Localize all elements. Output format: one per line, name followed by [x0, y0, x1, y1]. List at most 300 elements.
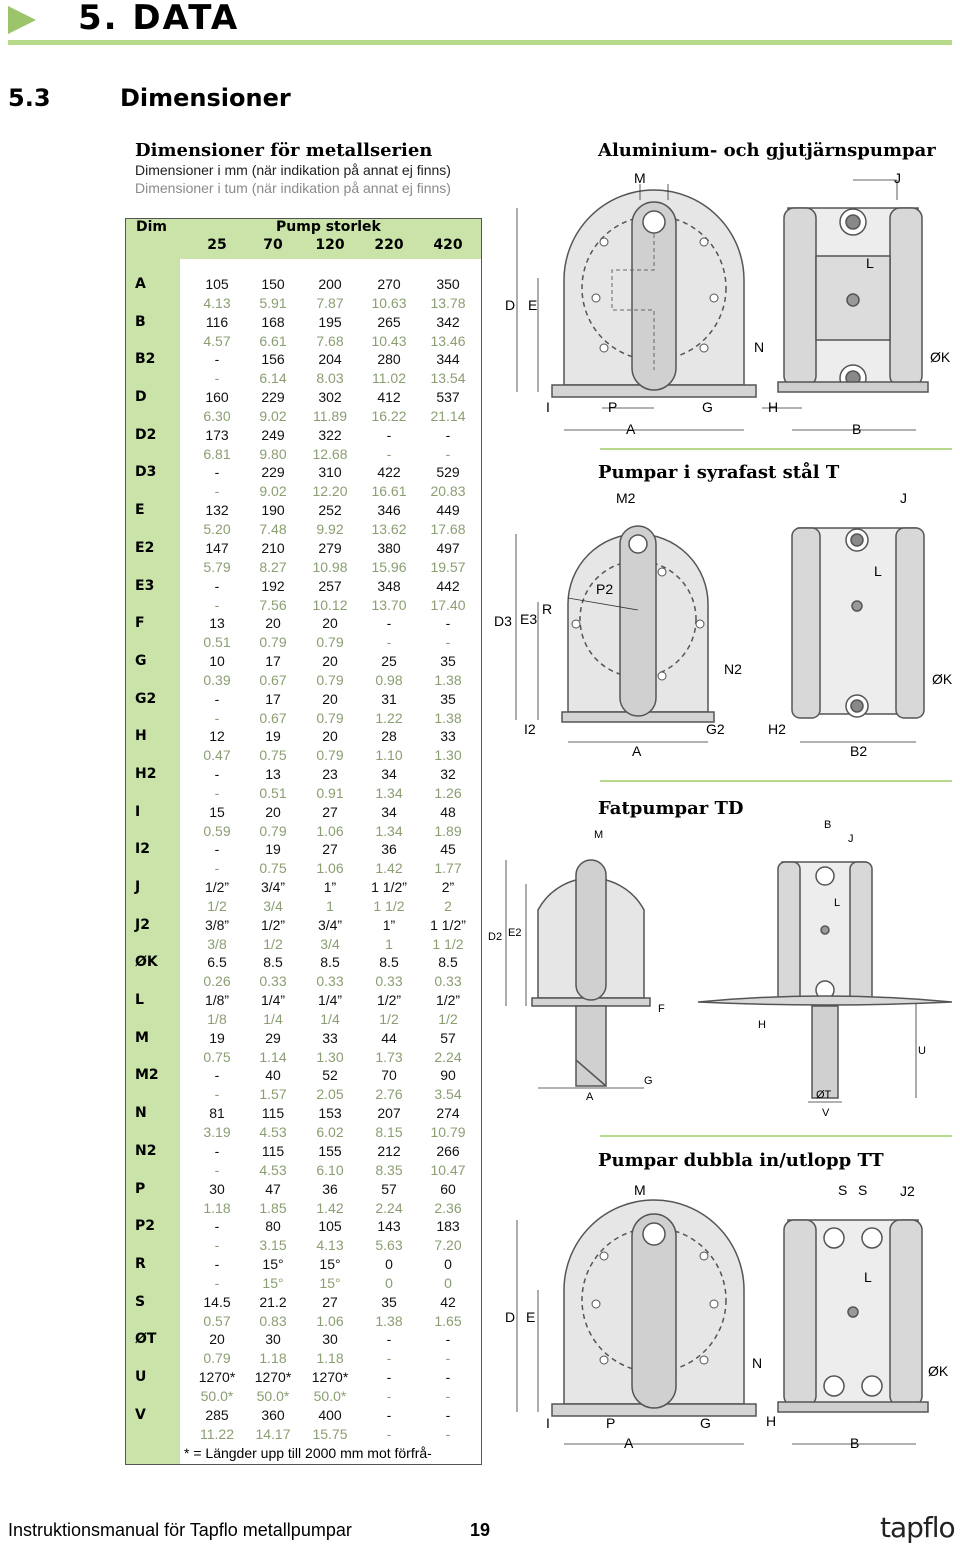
- table-row: [126, 653, 481, 691]
- value-mm: 173: [205, 426, 229, 443]
- value-inch: -: [386, 1387, 392, 1404]
- value-inch: 1.42: [316, 1199, 344, 1216]
- value-mm: -: [445, 1368, 451, 1385]
- value-mm: 270: [377, 276, 401, 292]
- dim-label: J: [135, 879, 141, 895]
- value-mm: 35: [440, 690, 456, 707]
- value-inch: 1.18: [259, 1350, 287, 1367]
- value-inch: 1.89: [434, 822, 462, 839]
- value-mm: 190: [261, 502, 285, 519]
- label-M2: M2: [616, 490, 636, 506]
- value-mm: 1/2”: [376, 992, 402, 1009]
- label-G2: G2: [706, 721, 725, 737]
- label-A: A: [632, 743, 642, 759]
- value-mm: 249: [261, 426, 285, 443]
- value-mm: 27: [322, 841, 338, 858]
- value-inch: 1.85: [259, 1199, 287, 1216]
- intro-title: Dimensioner för metallserien: [135, 140, 433, 161]
- value-mm: 3/4”: [317, 916, 343, 933]
- value-mm: 274: [436, 1105, 460, 1122]
- value-inch: 1.57: [259, 1086, 287, 1103]
- section-name: Dimensioner: [120, 84, 291, 112]
- value-inch: 1 1/2: [373, 898, 405, 914]
- value-inch: 1.30: [316, 1048, 344, 1065]
- label-E3: E3: [520, 611, 538, 627]
- chapter-title: 5. DATA: [78, 0, 240, 38]
- table-row: [126, 1181, 481, 1219]
- dim-label: E3: [135, 577, 155, 594]
- value-mm: 20: [322, 690, 338, 707]
- value-inch: 0.79: [316, 671, 344, 688]
- table-row: [126, 1030, 481, 1068]
- dim-label: P: [135, 1180, 146, 1197]
- value-mm: 207: [377, 1105, 401, 1122]
- value-mm: -: [445, 615, 451, 632]
- value-inch: 13.62: [371, 521, 407, 538]
- table-row: [126, 1143, 481, 1181]
- value-inch: 0.75: [259, 860, 287, 877]
- value-mm: 36: [322, 1180, 338, 1197]
- header-rule: [8, 40, 952, 45]
- value-mm: 442: [436, 577, 460, 594]
- table-header: [126, 219, 481, 259]
- value-mm: 1270*: [198, 1368, 236, 1385]
- table-row: [126, 879, 481, 917]
- value-inch: 2.24: [375, 1199, 403, 1216]
- value-mm: 34: [381, 765, 397, 782]
- table-row: [126, 578, 481, 616]
- label-A: A: [624, 1435, 634, 1451]
- value-inch: 8.35: [375, 1161, 403, 1178]
- label-D2: D2: [488, 931, 503, 943]
- label-U: U: [918, 1045, 926, 1057]
- value-mm: 0: [385, 1255, 393, 1272]
- value-mm: 153: [318, 1105, 342, 1122]
- value-inch: 8.03: [316, 370, 344, 387]
- label-G: G: [702, 399, 713, 415]
- table-row: [126, 841, 481, 879]
- value-inch: 15°: [319, 1274, 341, 1291]
- value-inch: 50.0*: [256, 1387, 290, 1404]
- value-inch: 4.53: [259, 1161, 287, 1178]
- value-inch: 0.79: [259, 822, 287, 839]
- label-V: V: [822, 1107, 830, 1119]
- table-body: [126, 276, 481, 1444]
- value-mm: 23: [322, 765, 338, 782]
- value-inch: 17.68: [430, 521, 466, 538]
- value-inch: -: [214, 784, 220, 801]
- label-D: D: [505, 297, 516, 313]
- value-inch: 6.10: [316, 1161, 344, 1178]
- value-mm: 30: [209, 1180, 225, 1197]
- value-mm: 302: [318, 389, 342, 406]
- value-inch: 13.54: [430, 370, 466, 387]
- intro-inch-line: Dimensioner i tum (när indikation på annat ej finns): [135, 180, 451, 196]
- value-inch: 15.96: [371, 558, 407, 575]
- value-inch: 3.54: [434, 1086, 462, 1103]
- table-row: [126, 1218, 481, 1256]
- value-inch: 3/4: [263, 898, 283, 914]
- dim-label: D: [135, 389, 147, 406]
- value-mm: 285: [205, 1406, 229, 1423]
- label-P2: P2: [596, 581, 614, 597]
- value-mm: 20: [322, 652, 338, 669]
- value-mm: 17: [265, 652, 281, 669]
- value-inch: 1.65: [434, 1312, 462, 1329]
- value-mm: 1/8”: [204, 992, 230, 1009]
- value-inch: 2.05: [316, 1086, 344, 1103]
- value-inch: 6.30: [203, 408, 231, 425]
- value-inch: 0.67: [259, 709, 287, 726]
- value-mm: 168: [261, 313, 285, 330]
- label-J: J: [894, 170, 901, 186]
- value-mm: 150: [261, 276, 285, 292]
- value-mm: 36: [381, 841, 397, 858]
- value-mm: 70: [381, 1067, 397, 1084]
- label-J2: J2: [900, 1183, 915, 1199]
- value-mm: 3/4”: [260, 879, 286, 895]
- value-mm: 19: [209, 1029, 225, 1046]
- label-P: P: [608, 399, 618, 415]
- value-mm: 380: [377, 539, 401, 556]
- size-header: 420: [433, 237, 463, 253]
- value-inch: 0.33: [434, 973, 462, 990]
- value-mm: 40: [265, 1067, 281, 1084]
- value-inch: 5.79: [203, 558, 231, 575]
- value-mm: 195: [318, 313, 342, 330]
- value-inch: 50.0*: [200, 1387, 234, 1404]
- value-inch: 5.20: [203, 521, 231, 538]
- value-inch: 3/8: [207, 935, 227, 952]
- value-inch: 1: [385, 935, 393, 952]
- value-inch: 8.27: [259, 558, 287, 575]
- value-inch: 0: [385, 1274, 393, 1291]
- value-inch: 1.06: [316, 822, 344, 839]
- value-inch: 0.39: [203, 671, 231, 688]
- table-row: [126, 615, 481, 653]
- label-OT: ØT: [816, 1089, 832, 1101]
- size-header: 120: [315, 237, 345, 253]
- dim-label: ØT: [135, 1331, 157, 1348]
- value-inch: 1/2: [207, 898, 227, 914]
- value-inch: 1.38: [434, 671, 462, 688]
- value-mm: 1 1/2”: [430, 916, 466, 933]
- table-row: [126, 1294, 481, 1332]
- label-J: J: [848, 833, 854, 845]
- value-mm: 30: [265, 1331, 281, 1348]
- value-inch: 13.46: [430, 332, 466, 349]
- table-row: [126, 1369, 481, 1407]
- value-inch: 10.47: [430, 1161, 466, 1178]
- diagram-title-drum: Fatpumpar TD: [598, 798, 744, 819]
- label-N: N: [754, 339, 765, 355]
- value-inch: -: [214, 596, 220, 613]
- size-header: 70: [263, 237, 283, 253]
- value-mm: 344: [436, 351, 460, 368]
- value-mm: 13: [209, 615, 225, 632]
- value-inch: -: [445, 445, 451, 462]
- value-mm: 8.5: [379, 954, 399, 971]
- dim-label: F: [135, 615, 145, 632]
- dim-label: V: [135, 1406, 146, 1423]
- value-inch: 13.78: [430, 295, 466, 311]
- dim-header: Dim: [136, 219, 168, 235]
- value-mm: 44: [381, 1029, 397, 1046]
- value-mm: 60: [440, 1180, 456, 1197]
- label-G: G: [644, 1075, 653, 1087]
- label-H2: H2: [768, 721, 786, 737]
- value-inch: 4.13: [316, 1237, 344, 1254]
- dimension-table: [125, 218, 482, 1465]
- table-row: [126, 804, 481, 842]
- value-inch: 1.34: [375, 784, 403, 801]
- value-mm: 6.5: [207, 954, 227, 971]
- value-inch: -: [386, 1350, 392, 1367]
- value-inch: 0.33: [375, 973, 403, 990]
- value-mm: 1”: [323, 879, 337, 895]
- dim-label: N: [135, 1105, 147, 1122]
- table-row: [126, 1256, 481, 1294]
- value-mm: 31: [381, 690, 397, 707]
- value-inch: 6.61: [259, 332, 287, 349]
- value-mm: 10: [209, 652, 225, 669]
- table-row: [126, 540, 481, 578]
- value-mm: 0: [444, 1255, 452, 1272]
- value-mm: 45: [440, 841, 456, 858]
- table-row: [126, 1105, 481, 1143]
- tapflo-logo: tapflo: [880, 1511, 955, 1544]
- value-mm: 497: [436, 539, 460, 556]
- dim-label: M: [135, 1029, 149, 1046]
- value-inch: 1/2: [438, 1011, 458, 1028]
- size-header: 25: [207, 237, 227, 253]
- value-inch: 7.87: [316, 295, 344, 311]
- label-H: H: [766, 1413, 777, 1429]
- value-mm: 57: [381, 1180, 397, 1197]
- value-mm: 115: [261, 1105, 285, 1122]
- value-inch: 1.18: [203, 1199, 231, 1216]
- value-inch: -: [445, 1425, 451, 1442]
- table-row: [126, 691, 481, 729]
- table-row: [126, 1067, 481, 1105]
- value-inch: 10.98: [312, 558, 348, 575]
- value-mm: 342: [436, 313, 460, 330]
- value-inch: 0.59: [203, 822, 231, 839]
- value-mm: 147: [205, 539, 229, 556]
- value-mm: -: [386, 1406, 392, 1423]
- label-L: L: [874, 563, 882, 579]
- value-mm: 20: [265, 803, 281, 820]
- value-mm: 537: [436, 389, 460, 406]
- value-inch: 10.12: [312, 596, 348, 613]
- dim-label: R: [135, 1255, 146, 1272]
- value-inch: 0.79: [203, 1350, 231, 1367]
- dim-label: H2: [135, 765, 157, 782]
- value-mm: 155: [318, 1142, 342, 1159]
- value-mm: 8.5: [438, 954, 458, 971]
- value-mm: 132: [205, 502, 229, 519]
- value-inch: 9.80: [259, 445, 287, 462]
- value-mm: -: [214, 690, 220, 707]
- dim-label: J2: [135, 916, 150, 933]
- value-mm: 8.5: [263, 954, 283, 971]
- dim-label: S: [135, 1293, 146, 1310]
- value-inch: 7.68: [316, 332, 344, 349]
- value-mm: 2”: [441, 879, 455, 895]
- value-inch: 1.06: [316, 860, 344, 877]
- value-inch: 0.51: [259, 784, 287, 801]
- value-inch: 2: [444, 898, 452, 914]
- value-mm: 280: [377, 351, 401, 368]
- value-mm: -: [214, 841, 220, 858]
- value-mm: -: [214, 1218, 220, 1235]
- section-divider: [600, 1135, 952, 1137]
- value-inch: -: [214, 709, 220, 726]
- label-I2: I2: [524, 721, 536, 737]
- table-row: [126, 351, 481, 389]
- value-mm: 210: [261, 539, 285, 556]
- value-mm: 400: [318, 1406, 342, 1423]
- value-inch: 0: [444, 1274, 452, 1291]
- value-mm: 156: [261, 351, 285, 368]
- value-inch: -: [445, 1350, 451, 1367]
- value-mm: 81: [209, 1105, 225, 1122]
- value-mm: 1/2”: [435, 992, 461, 1009]
- value-inch: 8.15: [375, 1124, 403, 1141]
- value-mm: 143: [377, 1218, 401, 1235]
- value-mm: 310: [318, 464, 342, 481]
- value-mm: 105: [205, 276, 229, 292]
- value-inch: 4.53: [259, 1124, 287, 1141]
- value-mm: -: [386, 1331, 392, 1348]
- value-mm: 350: [436, 276, 460, 292]
- dim-label: D3: [135, 464, 157, 481]
- label-D3: D3: [494, 613, 512, 629]
- value-mm: 183: [436, 1218, 460, 1235]
- value-inch: 1.06: [316, 1312, 344, 1329]
- value-inch: 7.48: [259, 521, 287, 538]
- value-mm: -: [214, 351, 220, 368]
- section-divider: [600, 448, 952, 450]
- value-mm: 47: [265, 1180, 281, 1197]
- value-inch: 13.70: [371, 596, 407, 613]
- chapter-arrow-icon: [8, 6, 36, 34]
- value-mm: 15°: [262, 1255, 284, 1272]
- value-inch: 0.98: [375, 671, 403, 688]
- value-mm: 3/8”: [204, 916, 230, 933]
- value-inch: 1 1/2: [432, 935, 464, 952]
- value-mm: 1”: [382, 916, 396, 933]
- value-inch: 10.43: [371, 332, 407, 349]
- value-mm: 116: [205, 313, 229, 330]
- dim-label: G: [135, 652, 147, 669]
- label-B2: B2: [850, 743, 868, 759]
- label-R: R: [542, 601, 553, 617]
- value-inch: 3/4: [320, 935, 340, 952]
- dim-label: M2: [135, 1067, 159, 1084]
- value-inch: 11.89: [313, 408, 347, 425]
- value-mm: -: [386, 426, 392, 443]
- value-mm: 204: [318, 351, 342, 368]
- dim-label: G2: [135, 690, 157, 707]
- label-G: G: [700, 1415, 711, 1431]
- value-inch: 0.47: [203, 747, 231, 764]
- value-inch: -: [214, 370, 220, 387]
- label-J: J: [900, 490, 907, 506]
- section-number: 5.3: [8, 84, 51, 112]
- value-inch: 0.91: [316, 784, 344, 801]
- label-N2: N2: [724, 661, 742, 677]
- value-mm: 1/2”: [260, 916, 286, 933]
- value-mm: 57: [440, 1029, 456, 1046]
- value-mm: 14.5: [203, 1293, 231, 1310]
- value-mm: 279: [318, 539, 342, 556]
- value-mm: 422: [377, 464, 401, 481]
- label-M: M: [634, 170, 646, 186]
- dim-label: L: [135, 992, 144, 1009]
- dim-label: E: [135, 502, 145, 519]
- value-mm: 1270*: [254, 1368, 292, 1385]
- value-mm: 449: [436, 502, 460, 519]
- value-mm: 19: [265, 728, 281, 745]
- value-mm: 42: [440, 1293, 456, 1310]
- table-row: [126, 276, 481, 314]
- value-inch: 1/4: [263, 1011, 283, 1028]
- label-E2: E2: [508, 927, 522, 939]
- label-OK: ØK: [932, 671, 953, 687]
- label-P: P: [606, 1415, 616, 1431]
- table-row: [126, 917, 481, 955]
- value-mm: 35: [440, 652, 456, 669]
- value-mm: 48: [440, 803, 456, 820]
- value-inch: 1.26: [434, 784, 462, 801]
- dim-label: I: [135, 803, 141, 820]
- label-H: H: [768, 399, 779, 415]
- value-mm: 32: [440, 765, 456, 782]
- value-inch: 2.24: [434, 1048, 462, 1065]
- value-mm: 30: [322, 1331, 338, 1348]
- value-inch: -: [386, 1425, 392, 1442]
- footer-text: Instruktionsmanual för Tapflo metallpumpar: [8, 1520, 352, 1540]
- value-inch: 1.77: [434, 860, 462, 877]
- value-inch: 1.38: [375, 1312, 403, 1329]
- value-mm: -: [214, 1255, 220, 1272]
- value-inch: 2.36: [434, 1199, 462, 1216]
- dim-label: I2: [135, 841, 150, 858]
- value-inch: 19.57: [430, 558, 466, 575]
- value-inch: 4.13: [203, 295, 231, 311]
- value-inch: 1.73: [375, 1048, 403, 1065]
- value-mm: 34: [381, 803, 397, 820]
- value-inch: 1: [326, 898, 334, 914]
- value-inch: 6.81: [203, 445, 231, 462]
- table-row: [126, 766, 481, 804]
- value-inch: -: [445, 1387, 451, 1404]
- section-divider: [600, 780, 952, 782]
- value-inch: 12.20: [312, 483, 348, 500]
- value-inch: 50.0*: [313, 1387, 347, 1404]
- value-inch: -: [386, 634, 392, 651]
- value-inch: 15°: [262, 1274, 284, 1291]
- value-mm: 1270*: [311, 1368, 349, 1385]
- value-inch: 0.79: [316, 709, 344, 726]
- value-inch: 0.75: [203, 1048, 231, 1065]
- value-mm: 360: [261, 1406, 285, 1423]
- value-inch: 21.14: [430, 408, 466, 425]
- label-L: L: [834, 897, 841, 909]
- dim-label: E2: [135, 539, 155, 556]
- value-inch: 5.91: [259, 295, 287, 311]
